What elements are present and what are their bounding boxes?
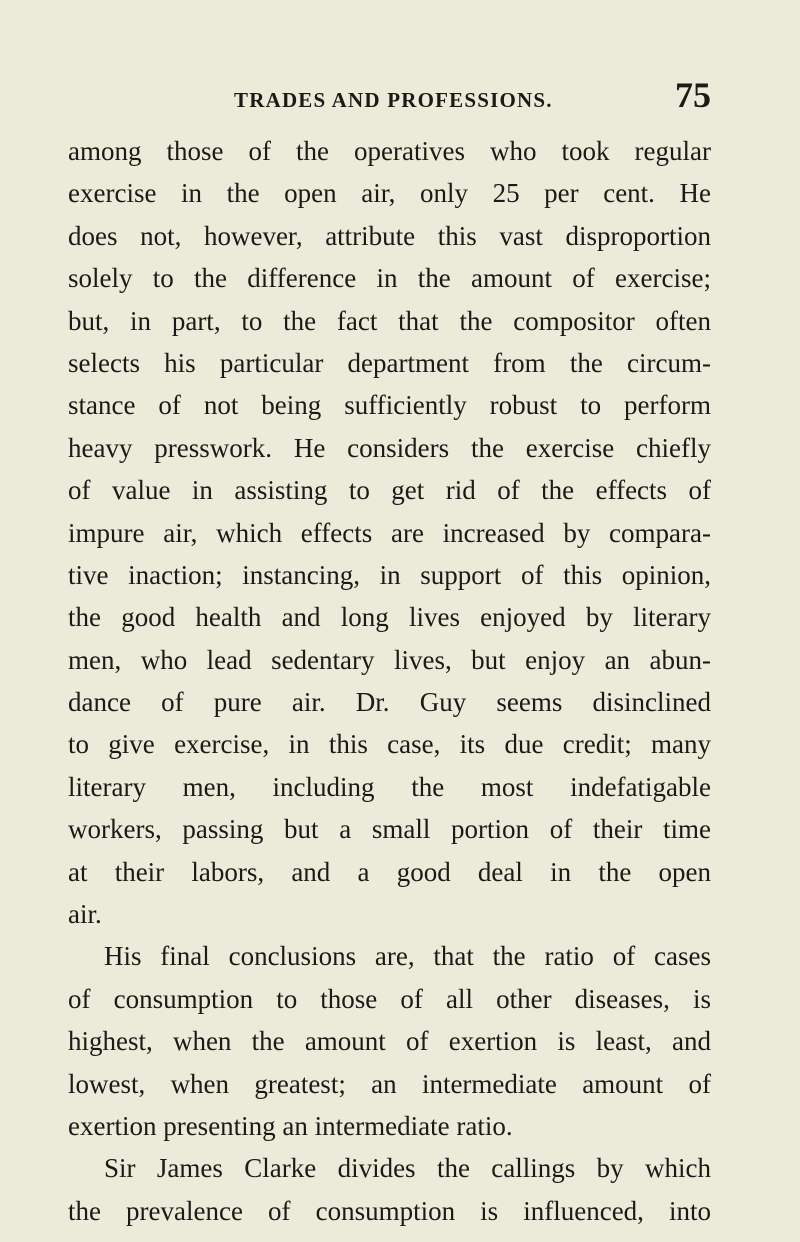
text-line: solely to the difference in the amount of exercise; (68, 263, 711, 294)
text-line: tive inaction; instancing, in support of this opinion, (68, 559, 711, 590)
text-line: exertion presenting an intermediate ratio. (68, 1110, 513, 1141)
text-line: but, in part, to the fact that the compositor often (68, 305, 711, 336)
text-line: lowest, when greatest; an intermediate amount of (68, 1068, 711, 1099)
text-line: impure air, which effects are increased by compara- (68, 517, 711, 548)
text-line: heavy presswork. He considers the exercise chiefly (68, 432, 711, 463)
text-line: at their labors, and a good deal in the open (68, 856, 711, 887)
text-line: literary men, including the most indefatigable (68, 771, 711, 802)
running-head (64, 75, 711, 118)
text-line: stance of not being sufficiently robust to perform (68, 390, 711, 421)
page-number: 75 (675, 75, 711, 115)
body-text (68, 130, 711, 1232)
text-line: selects his particular department from the circum- (68, 347, 711, 378)
text-line: dance of pure air. Dr. Guy seems disinclined (68, 687, 711, 718)
text-line: of value in assisting to get rid of the effects of (68, 475, 711, 506)
text-line: does not, however, attribute this vast disproportion (68, 220, 711, 251)
text-line: of consumption to those of all other diseases, is (68, 983, 711, 1014)
text-line: among those of the operatives who took regular (68, 136, 711, 166)
text-line: exercise in the open air, only 25 per cent. He (68, 178, 711, 209)
text-line: men, who lead sedentary lives, but enjoy an abun- (68, 644, 711, 675)
text-line: air. (68, 899, 102, 930)
running-title: TRADES AND PROFESSIONS. (234, 88, 553, 112)
text-line: highest, when the amount of exertion is least, and (68, 1026, 711, 1057)
text-line: the prevalence of consumption is influenced, into (68, 1195, 711, 1226)
text-line: His final conclusions are, that the ratio of cases (104, 941, 711, 972)
text-line: Sir James Clarke divides the callings by which (104, 1153, 711, 1184)
text-line: workers, passing but a small portion of their time (68, 814, 711, 845)
text-line: to give exercise, in this case, its due credit; many (68, 729, 711, 760)
text-line: the good health and long lives enjoyed by literary (68, 602, 711, 633)
